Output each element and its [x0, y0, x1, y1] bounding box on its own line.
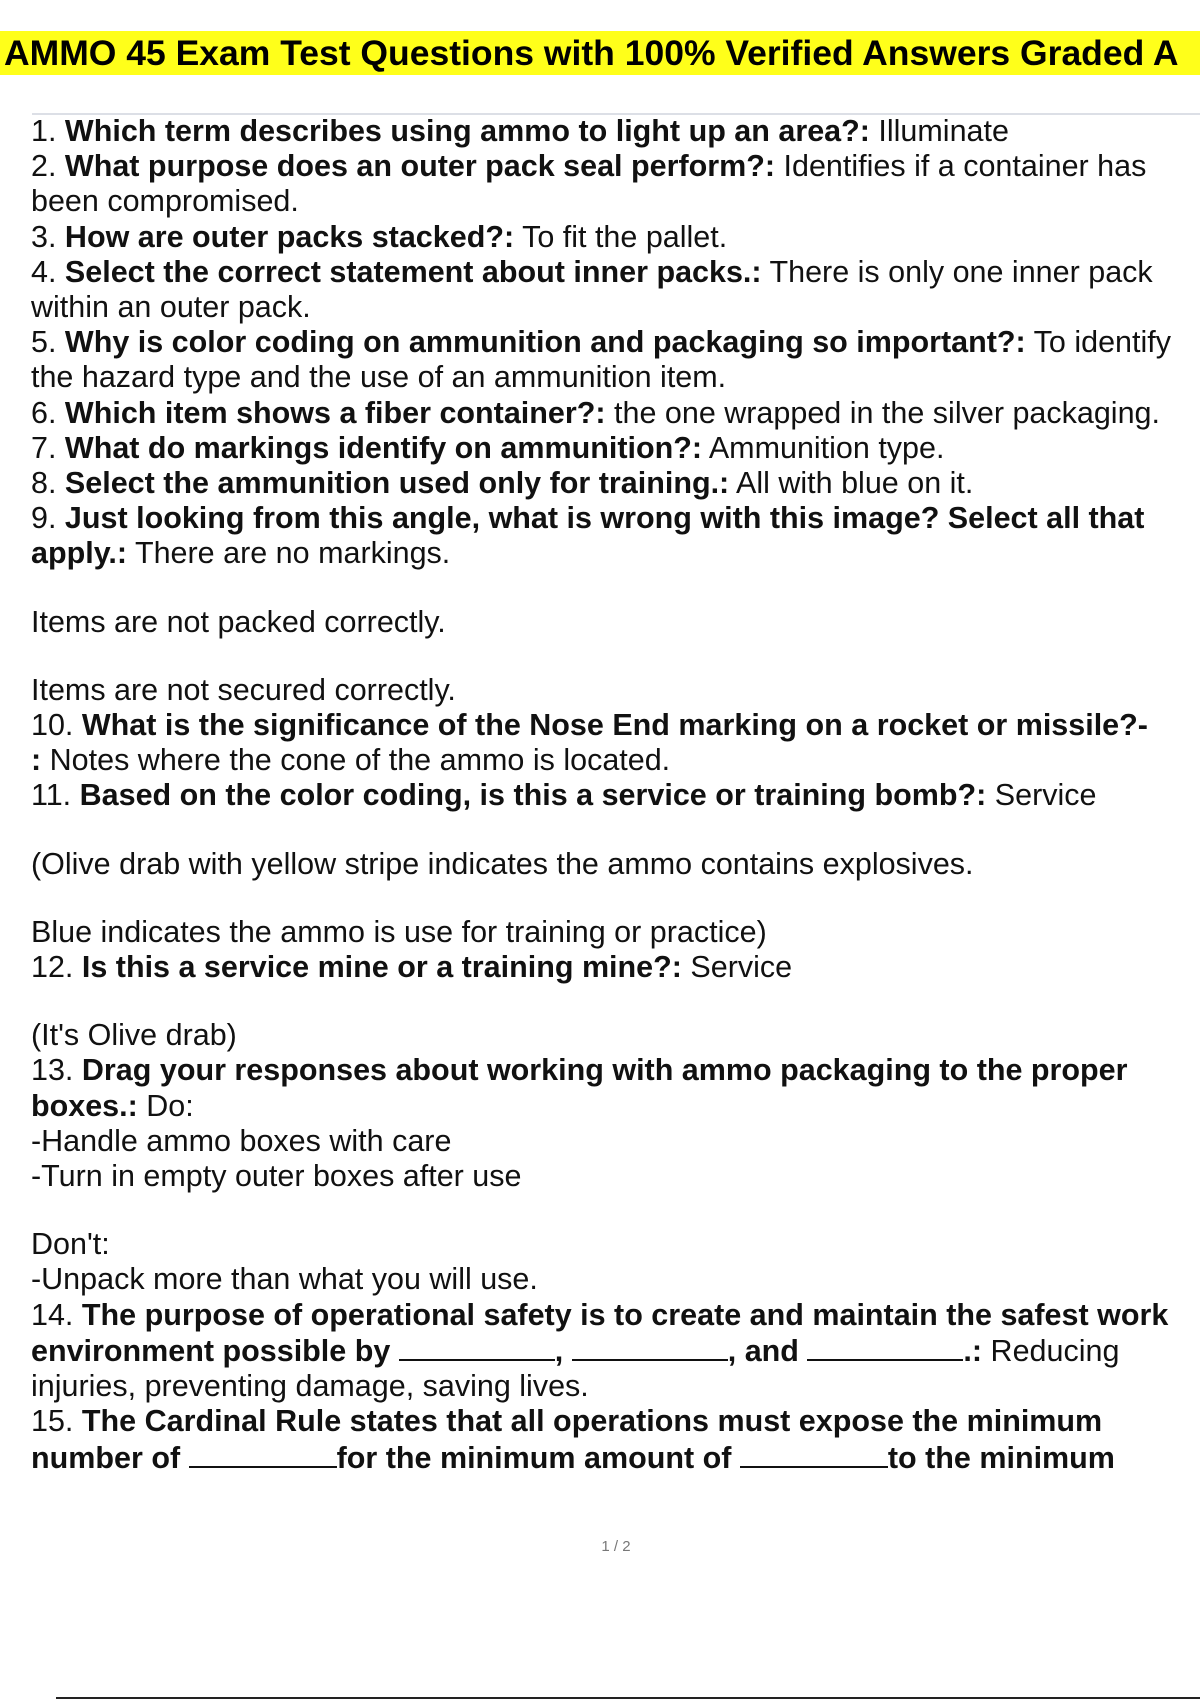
question-text: What is the significance of the Nose End marking on a rocket or missile?- [81, 708, 1148, 743]
document-title: AMMO 45 Exam Test Questions with 100% Verified Answers Graded A [4, 33, 1179, 73]
qa-item-2 [31, 149, 1200, 184]
answer-continuation: the hazard type and the use of an ammunition item. [31, 360, 727, 395]
question-text: Which item shows a fiber container?: [64, 395, 606, 430]
qa-item-6 [31, 396, 1200, 431]
qa-item-11 [31, 778, 1200, 813]
question-text: The purpose of operational safety is to create and maintain the safest work [81, 1297, 1169, 1332]
dont-line: -Unpack more than what you will use. [31, 1262, 538, 1297]
answer-text: Identifies if a container has [783, 149, 1147, 184]
question-text-mid: for the minimum amount of [336, 1440, 732, 1475]
answer-text: Service [690, 950, 793, 985]
page-number: 1 / 2 [601, 1538, 631, 1555]
qa-item-9 [31, 501, 1200, 536]
answer-extra-line: (Olive drab with yellow stripe indicates the ammo contains explosives. [31, 846, 974, 881]
question-text: What purpose does an outer pack seal perform?: [64, 149, 776, 184]
answer-text: Illuminate [878, 114, 1009, 148]
line-gap [31, 882, 1200, 915]
blank-separator: , and [727, 1333, 799, 1368]
fill-in-blank [807, 1333, 963, 1361]
qa-list [31, 114, 1200, 1476]
qa-item-14 [31, 1298, 1200, 1333]
question-text: Why is color coding on ammunition and packaging so important?: [64, 325, 1026, 360]
question-text-cont: environment possible by [31, 1333, 391, 1368]
item-number: 1. [31, 114, 57, 148]
qa-item-13 [31, 1053, 1200, 1088]
question-text-cont: number of [31, 1440, 181, 1475]
item-number: 10. [31, 708, 74, 743]
answer-text: Do: [146, 1088, 194, 1123]
answer-text: Service [994, 778, 1097, 813]
question-text: The Cardinal Rule states that all operations must expose the minimum [81, 1404, 1103, 1439]
question-text: Based on the color coding, is this a service or training bomb?: [79, 778, 987, 813]
answer-extra-line: (It's Olive drab) [31, 1018, 237, 1053]
item-number: 4. [31, 254, 57, 289]
fill-in-blank [399, 1333, 555, 1361]
answer-text: the one wrapped in the silver packaging. [614, 395, 1160, 430]
question-end: .: [963, 1333, 983, 1368]
qa-item-15 [31, 1404, 1200, 1439]
answer-text: All with blue on it. [736, 466, 974, 501]
line-gap [31, 572, 1200, 605]
answer-continuation: within an outer pack. [31, 290, 311, 325]
answer-continuation: been compromised. [31, 184, 299, 219]
qa-item-12 [31, 950, 1200, 985]
item-number: 13. [31, 1053, 74, 1088]
line-gap [31, 814, 1200, 847]
footer-divider [56, 1697, 1200, 1699]
do-line: -Handle ammo boxes with care [31, 1123, 452, 1158]
item-number: 5. [31, 325, 57, 360]
answer-continuation: injuries, preventing damage, saving lives. [31, 1369, 589, 1404]
qa-item-8 [31, 466, 1200, 501]
qa-item-5 [31, 325, 1200, 360]
answer-text: To identify [1033, 325, 1171, 360]
question-text: What do markings identify on ammunition?: [64, 430, 703, 465]
question-text-cont: apply.: [31, 536, 128, 571]
question-text-cont: boxes.: [31, 1088, 138, 1123]
do-line: -Turn in empty outer boxes after use [31, 1159, 522, 1194]
question-text: How are outer packs stacked?: [64, 219, 515, 254]
answer-text: There is only one inner pack [769, 254, 1153, 289]
question-continuation [31, 1089, 1200, 1124]
question-text: Is this a service mine or a training mine?: [81, 950, 682, 985]
title-banner [0, 31, 1200, 75]
qa-item-10 [31, 708, 1200, 743]
question-continuation [31, 536, 1200, 571]
line-gap [31, 985, 1200, 1018]
question-continuation [31, 1440, 1200, 1476]
fill-in-blank [189, 1440, 337, 1468]
answer-text: Ammunition type. [708, 430, 945, 465]
item-number: 14. [31, 1297, 74, 1332]
item-number: 3. [31, 219, 57, 254]
question-continuation [31, 743, 1200, 778]
question-continuation [31, 1333, 1200, 1369]
question-text: Select the correct statement about inner packs.: [64, 254, 762, 289]
dont-heading: Don't: [31, 1227, 110, 1262]
item-number: 6. [31, 395, 57, 430]
answer-extra-line: Items are not secured correctly. [31, 672, 456, 707]
question-text-cont: : [31, 743, 42, 778]
answer-text: To fit the pallet. [522, 219, 728, 254]
qa-item-7 [31, 431, 1200, 466]
question-text: Select the ammunition used only for training.: [64, 466, 730, 501]
question-text: Drag your responses about working with ammo packaging to the proper [81, 1053, 1128, 1088]
answer-text: Notes where the cone of the ammo is located. [49, 743, 671, 778]
item-number: 11. [31, 778, 72, 813]
qa-item-4 [31, 255, 1200, 290]
answer-extra-line: Items are not packed correctly. [31, 604, 446, 639]
fill-in-blank [740, 1440, 888, 1468]
answer-text: There are no markings. [134, 536, 451, 571]
question-text: Which term describes using ammo to light up an area?: [64, 114, 870, 148]
question-text-end: to the minimum [887, 1440, 1115, 1475]
item-number: 12. [31, 950, 74, 985]
fill-in-blank [572, 1333, 728, 1361]
item-number: 2. [31, 149, 57, 184]
qa-item-1 [31, 114, 1200, 149]
item-number: 9. [31, 501, 57, 536]
answer-text: Reducing [990, 1333, 1120, 1368]
blank-separator: , [554, 1333, 564, 1368]
item-number: 15. [31, 1404, 74, 1439]
line-gap [31, 640, 1200, 673]
line-gap [31, 1194, 1200, 1227]
question-text: Just looking from this angle, what is wrong with this image? Select all that [64, 501, 1145, 536]
item-number: 8. [31, 466, 57, 501]
answer-extra-line: Blue indicates the ammo is use for training or practice) [31, 914, 767, 949]
qa-item-3 [31, 220, 1200, 255]
item-number: 7. [31, 430, 57, 465]
